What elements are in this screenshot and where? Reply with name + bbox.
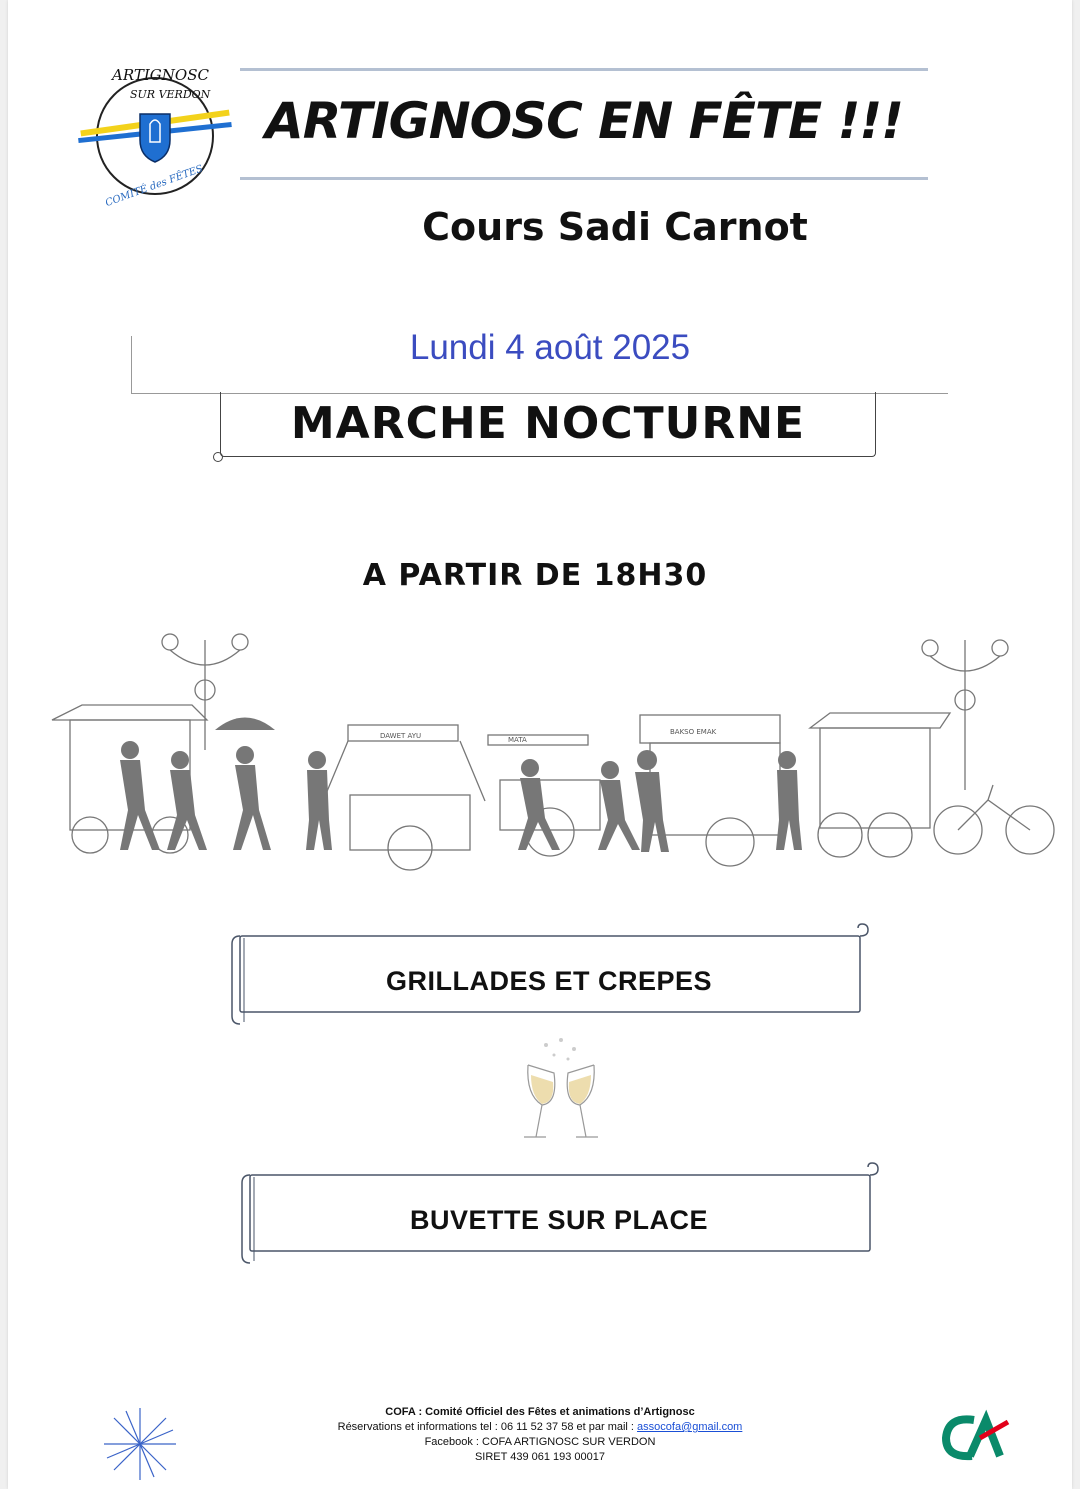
- pedestrian-silhouette: [215, 718, 275, 851]
- logo-sub-text: SUR VERDON: [130, 88, 211, 101]
- stall-sign-2: BAKSO EMAK: [670, 728, 717, 736]
- pedestrian-silhouette: [598, 761, 640, 850]
- footer-contact: [250, 1420, 830, 1435]
- night-market-illustration: [30, 620, 1050, 890]
- title-top-rule: [240, 68, 928, 71]
- page-title: ARTIGNOSC EN FÊTE !!!: [265, 92, 903, 150]
- banner-curl: [213, 452, 223, 462]
- footer-org: COFA : Comité Officiel des Fêtes et animations d’Artignosc: [385, 1406, 695, 1418]
- firework-icon: [100, 1404, 180, 1484]
- stall-sign-1: DAWET AYU: [380, 732, 422, 740]
- event-time: A PARTIR DE 18H30: [362, 558, 708, 593]
- footer-info: [250, 1405, 830, 1465]
- credit-agricole-logo: [840, 1312, 1012, 1462]
- event-name-banner: [220, 392, 876, 457]
- champagne-glasses-icon: [506, 1035, 616, 1147]
- pedestrian-silhouette: [167, 751, 207, 850]
- pedestrian-silhouette: [518, 759, 560, 850]
- footer-siret: SIRET 439 061 193 00017: [474, 1451, 606, 1463]
- comite-des-fetes-logo: [70, 58, 240, 210]
- sponsor-logo-text: CA: [840, 1312, 842, 1313]
- footer-contact-text: Réservations et informations tel : 06 11 52 37 58 et par mail :: [337, 1421, 638, 1433]
- logo-title-text: ARTIGNOSC: [112, 66, 209, 84]
- pedestrian-silhouette: [635, 750, 669, 852]
- title-bottom-rule: [240, 177, 928, 180]
- footer-email-link[interactable]: assocofa@gmail.com: [637, 1421, 743, 1433]
- pedestrian-silhouette: [120, 741, 160, 850]
- location-subtitle: Cours Sadi Carnot: [422, 205, 808, 249]
- drinks-offer: BUVETTE SUR PLACE: [409, 1205, 709, 1235]
- logo-ring-text: COMITÉ des FÊTES: [104, 163, 205, 210]
- event-name: MARCHE NOCTURNE: [290, 398, 806, 449]
- food-offer: GRILLADES ET CREPES: [385, 966, 713, 996]
- pedestrian-silhouette: [306, 751, 332, 850]
- stall-sign-3: MATA: [508, 736, 527, 744]
- footer-facebook: Facebook : COFA ARTIGNOSC SUR VERDON: [424, 1436, 656, 1448]
- poster-page: [8, 0, 1072, 1489]
- event-date: Lundi 4 août 2025: [409, 328, 691, 367]
